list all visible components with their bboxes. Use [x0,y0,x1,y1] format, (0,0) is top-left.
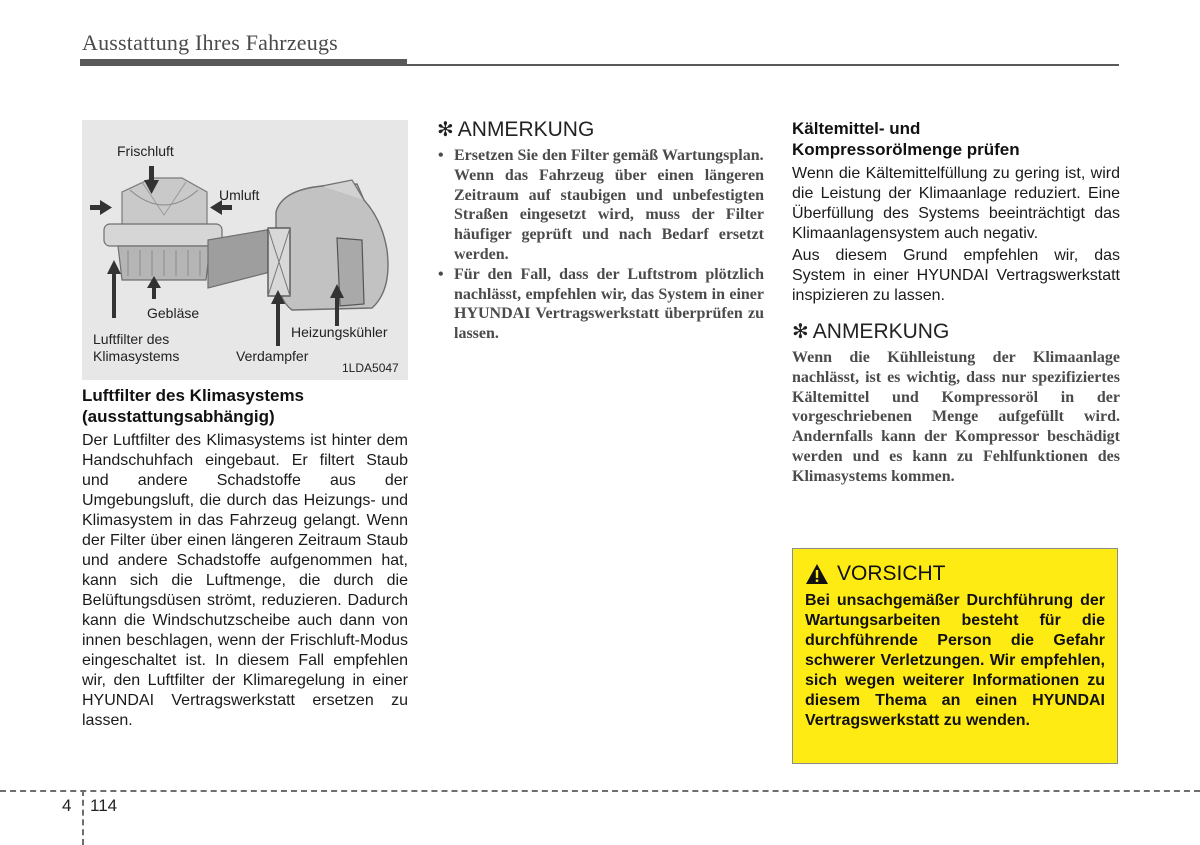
section-heading-luftfilter [82,385,408,427]
label-luftfilter-line2: Klimasystems [93,348,180,364]
label-umluft: Umluft [219,187,260,203]
note-star-icon: ✻ [792,321,809,343]
kaeltemittel-paragraph-1: Wenn die Kältemittelfüllung zu gering ist, wird die Leistung der Klimaanlage reduziert. Eine Überfüllung des Systems beeinträchtigt das Klimaanlagensystem auch negativ. [792,165,1120,242]
page-number: 114 [90,796,118,815]
heading-line-1: Kältemittel- und [792,119,921,138]
heading-line-1: Luftfilter des Klimasystems [82,386,305,405]
heading-line-2: Kompressorölmenge prüfen [792,140,1020,159]
header-rule-thin [407,64,1119,66]
label-geblaese: Gebläse [147,305,200,321]
note-title-text: ANMERKUNG [457,118,595,141]
chapter-number: 4 [62,796,72,815]
label-luftfilter-line1: Luftfilter des [93,331,170,347]
note-item [437,146,764,265]
warning-text: Bei unsachgemäßer Durchführung der Wartungsarbeiten besteht für die durchführende Person die Gefahr schwerer Verletzungen. Wir empfehlen, sich wegen weiterer Informationen zu diesem Thema an einen HYUNDAI Vertragswerkstatt zu wenden. [805,592,1105,729]
label-heizungskuehler: Heizungskühler [291,324,388,340]
note-star-icon: ✻ [437,119,454,141]
bullet-icon: • [438,265,444,283]
note-title-text: ANMERKUNG [812,320,950,343]
label-frischluft: Frischluft [117,143,174,159]
note-item-text: Für den Fall, dass der Luftstrom plötzlich nachlässt, empfehlen wir, das System in einer HYUNDAI Vertragswerkstatt überprüfen zu lassen. [454,265,764,343]
footer-dashed-rule [0,790,1200,792]
section-heading-kaeltemittel [792,118,1120,160]
figure-code: 1LDA5047 [342,361,399,375]
note-item-text-continued: Wenn das Fahrzeug über einen längeren Zeitraum auf staubigen und unbefestigten Straßen eingesetzt wird, muss der Filter häufiger geprüft und nach Bedarf ersetzt werden. [454,166,764,263]
heading-line-2: (ausstattungsabhängig) [82,407,275,426]
warning-heading [805,561,1105,587]
left-column [82,385,408,733]
note-heading [792,320,1120,344]
note-text: Wenn die Kühlleistung der Klimaanlage nachlässt, ist es wichtig, dass nur spezifiziertes Kältemittel und Kompressoröl in der vorgeschriebenen Menge aufgefüllt wird. Andernfalls kann der Kompressor beschädigt werden und es kann zu Fehlfunktionen des Klimasystems kommen. [792,349,1120,485]
warning-title-text: VORSICHT [837,562,946,585]
luftfilter-paragraph: Der Luftfilter des Klimasystems ist hinter dem Handschuhfach eingebaut. Er filtert Staub und andere Schadstoffe aus der Umgebungsluft, die durch das Heizungs- und Klimasystem in das Fahrzeug gelangt. Wenn der Filter über einen längeren Zeitraum Staub und andere Schadstoffe aufgenommen hat, kann sich die Luftmenge, die durch die Belüftungsdüsen strömt, reduzieren. Dadurch kann die Windschutzscheibe auch dann von innen beschlagen, wenn der Frischluft-Modus eingeschaltet ist. In diesem Fall empfehlen wir, den Luftfilter der Klimaregelung in einer HYUNDAI Vertragswerkstatt ersetzen zu lassen. [82,432,408,729]
bullet-icon: • [438,147,444,164]
footer-dashed-divider [82,790,84,845]
page-header-title: Ausstattung Ihres Fahrzeugs [82,30,338,55]
middle-column [437,118,764,344]
header-rule-thick [80,59,407,66]
warning-box [792,548,1118,764]
note-list [437,146,764,344]
right-column [792,118,1120,487]
kaeltemittel-paragraph-2: Aus diesem Grund empfehlen wir, das System in einer HYUNDAI Vertragswerkstatt inspizieren zu lassen. [792,247,1120,304]
label-luftfilter [93,331,179,365]
label-verdampfer: Verdampfer [236,348,309,364]
note-item-text: Ersetzen Sie den Filter gemäß Wartungsplan. [454,147,764,164]
note-heading [437,118,764,142]
climate-filter-illustration [82,120,408,380]
warning-triangle-icon [805,563,829,585]
note-item [437,265,764,344]
